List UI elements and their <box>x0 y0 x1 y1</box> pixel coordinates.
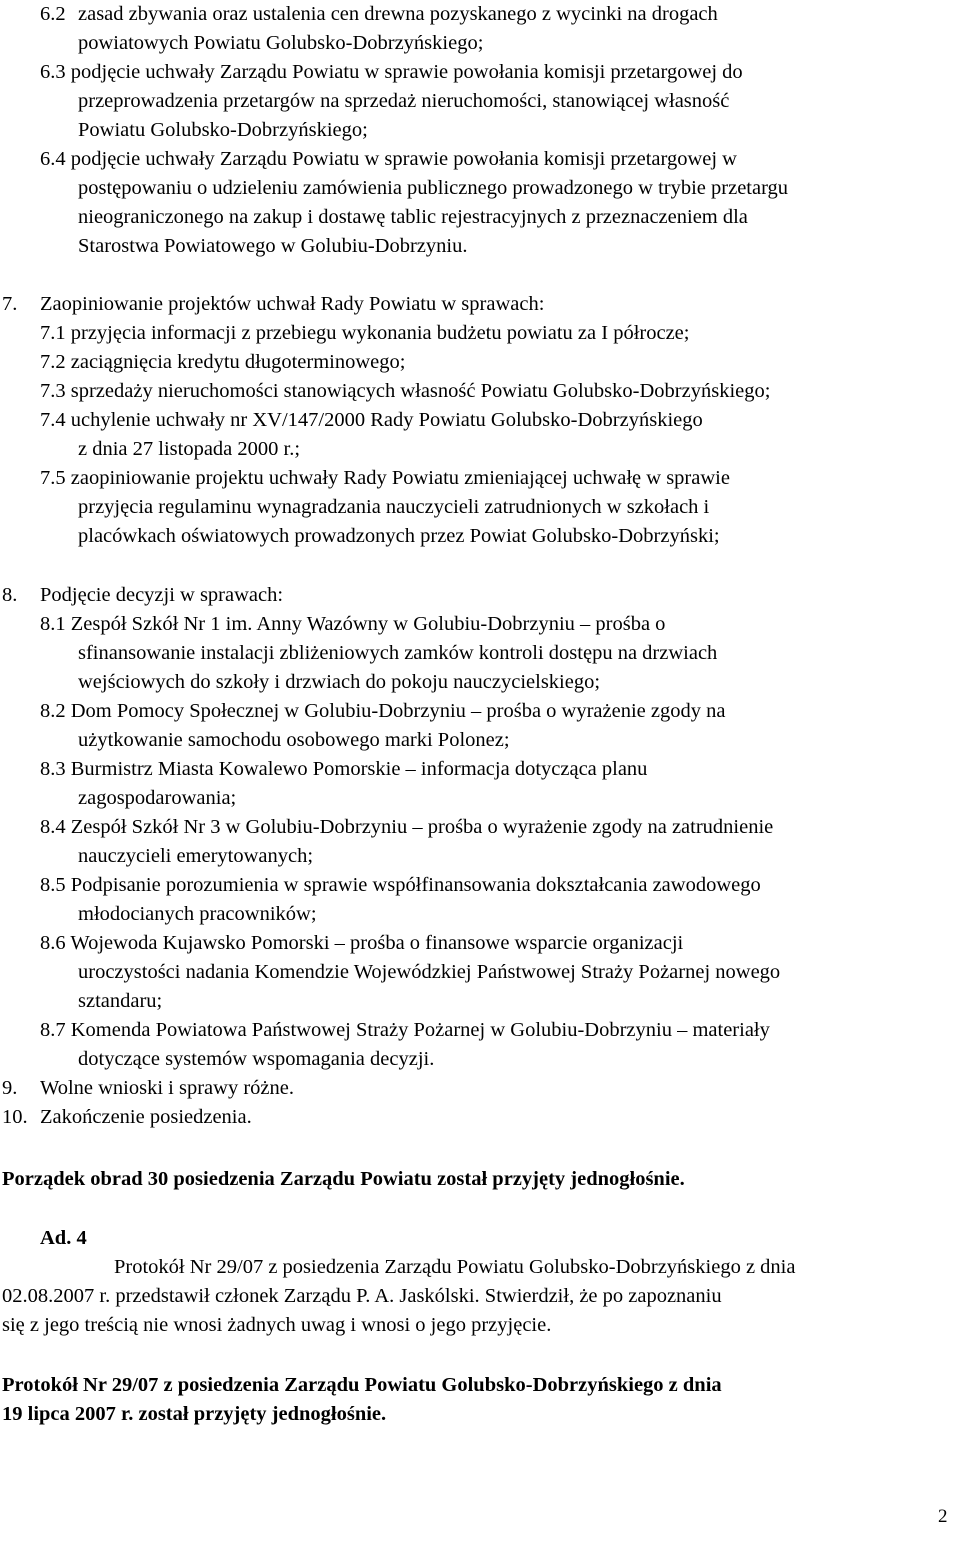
ad4-paragraph-line: 02.08.2007 r. przedstawił członek Zarządu P. A. Jaskólski. Stwierdził, że po zapoznaniu <box>2 1285 722 1307</box>
item-10-text: Zakończenie posiedzenia. <box>40 1106 252 1128</box>
item-8-heading: Podjęcie decyzji w sprawach: <box>40 584 284 606</box>
item-8-line: młodocianych pracowników; <box>78 903 317 925</box>
item-number-7: 7. <box>2 293 18 315</box>
item-8-line: 8.2 Dom Pomocy Społecznej w Golubiu-Dobrzyniu – prośba o wyrażenie zgody na <box>40 700 726 722</box>
item-7-heading: Zaopiniowanie projektów uchwał Rady Powiatu w sprawach: <box>40 293 545 315</box>
item-7-line: 7.3 sprzedaży nieruchomości stanowiących własność Powiatu Golubsko-Dobrzyńskiego; <box>40 380 771 402</box>
item-7-line: z dnia 27 listopada 2000 r.; <box>78 438 301 460</box>
item-8-line: uroczystości nadania Komendzie Wojewódzkiej Państwowej Straży Pożarnej nowego <box>78 961 781 983</box>
item-8-line: użytkowanie samochodu osobowego marki Polonez; <box>78 729 510 751</box>
item-8-line: sfinansowanie instalacji zbliżeniowych zamków kontroli dostępu na drzwiach <box>78 642 718 664</box>
ad4-paragraph-line: Protokół Nr 29/07 z posiedzenia Zarządu Powiatu Golubsko-Dobrzyńskiego z dnia <box>114 1256 796 1278</box>
item-6-4-line: 6.4 podjęcie uchwały Zarządu Powiatu w sprawie powołania komisji przetargowej w <box>40 148 737 170</box>
page-number: 2 <box>938 1506 948 1527</box>
item-number-9: 9. <box>2 1077 18 1099</box>
item-7-line: 7.5 zaopiniowanie projektu uchwały Rady Powiatu zmieniającej uchwałę w sprawie <box>40 467 730 489</box>
item-6-4-line: Starostwa Powiatowego w Golubiu-Dobrzyniu. <box>78 235 468 257</box>
item-number-8: 8. <box>2 584 18 606</box>
item-8-line: 8.1 Zespół Szkół Nr 1 im. Anny Wazówny w Golubiu-Dobrzyniu – prośba o <box>40 613 666 635</box>
agenda-accepted-statement: Porządek obrad 30 posiedzenia Zarządu Powiatu został przyjęty jednogłośnie. <box>2 1168 685 1190</box>
item-8-line: zagospodarowania; <box>78 787 237 809</box>
ad4-paragraph-line: się z jego treścią nie wnosi żadnych uwag i wnosi o jego przyjęcie. <box>2 1314 552 1336</box>
conclusion-line: 19 lipca 2007 r. został przyjęty jednogłośnie. <box>2 1403 387 1425</box>
item-8-line: dotyczące systemów wspomagania decyzji. <box>78 1048 435 1070</box>
item-9-text: Wolne wnioski i sprawy różne. <box>40 1077 294 1099</box>
item-7-line: 7.2 zaciągnięcia kredytu długoterminowego; <box>40 351 406 373</box>
conclusion-line: Protokół Nr 29/07 z posiedzenia Zarządu Powiatu Golubsko-Dobrzyńskiego z dnia <box>2 1374 722 1396</box>
ad4-heading: Ad. 4 <box>40 1227 87 1249</box>
item-6-4-line: postępowaniu o udzieleniu zamówienia publicznego prowadzonego w trybie przetargu <box>78 177 789 199</box>
item-8-line: 8.3 Burmistrz Miasta Kowalewo Pomorskie – informacja dotycząca planu <box>40 758 648 780</box>
item-7-line: 7.4 uchylenie uchwały nr XV/147/2000 Rady Powiatu Golubsko-Dobrzyńskiego <box>40 409 703 431</box>
item-8-line: sztandaru; <box>78 990 163 1012</box>
item-6-2-line: zasad zbywania oraz ustalenia cen drewna pozyskanego z wycinki na drogach <box>78 3 718 25</box>
item-8-line: wejściowych do szkoły i drzwiach do pokoju nauczycielskiego; <box>78 671 601 693</box>
item-6-3-line: przeprowadzenia przetargów na sprzedaż nieruchomości, stanowiącej własność <box>78 90 730 112</box>
item-8-line: nauczycieli emerytowanych; <box>78 845 314 867</box>
item-6-3-line: Powiatu Golubsko-Dobrzyńskiego; <box>78 119 368 141</box>
item-7-line: 7.1 przyjęcia informacji z przebiegu wykonania budżetu powiatu za I półrocze; <box>40 322 690 344</box>
item-8-line: 8.5 Podpisanie porozumienia w sprawie współfinansowania dokształcania zawodowego <box>40 874 761 896</box>
item-8-line: 8.4 Zespół Szkół Nr 3 w Golubiu-Dobrzyniu – prośba o wyrażenie zgody na zatrudnienie <box>40 816 774 838</box>
item-6-3-line: 6.3 podjęcie uchwały Zarządu Powiatu w sprawie powołania komisji przetargowej do <box>40 61 743 83</box>
item-8-line: 8.7 Komenda Powiatowa Państwowej Straży Pożarnej w Golubiu-Dobrzyniu – materiały <box>40 1019 770 1041</box>
item-6-2-line: powiatowych Powiatu Golubsko-Dobrzyńskiego; <box>78 32 484 54</box>
item-number-10: 10. <box>2 1106 28 1128</box>
item-7-line: placówkach oświatowych prowadzonych przez Powiat Golubsko-Dobrzyński; <box>78 525 720 547</box>
item-number-6-2: 6.2 <box>40 3 66 25</box>
item-6-4-line: nieograniczonego na zakup i dostawę tablic rejestracyjnych z przeznaczeniem dla <box>78 206 748 228</box>
item-7-line: przyjęcia regulaminu wynagradzania nauczycieli zatrudnionych w szkołach i <box>78 496 710 518</box>
item-8-line: 8.6 Wojewoda Kujawsko Pomorski – prośba o finansowe wsparcie organizacji <box>40 932 684 954</box>
